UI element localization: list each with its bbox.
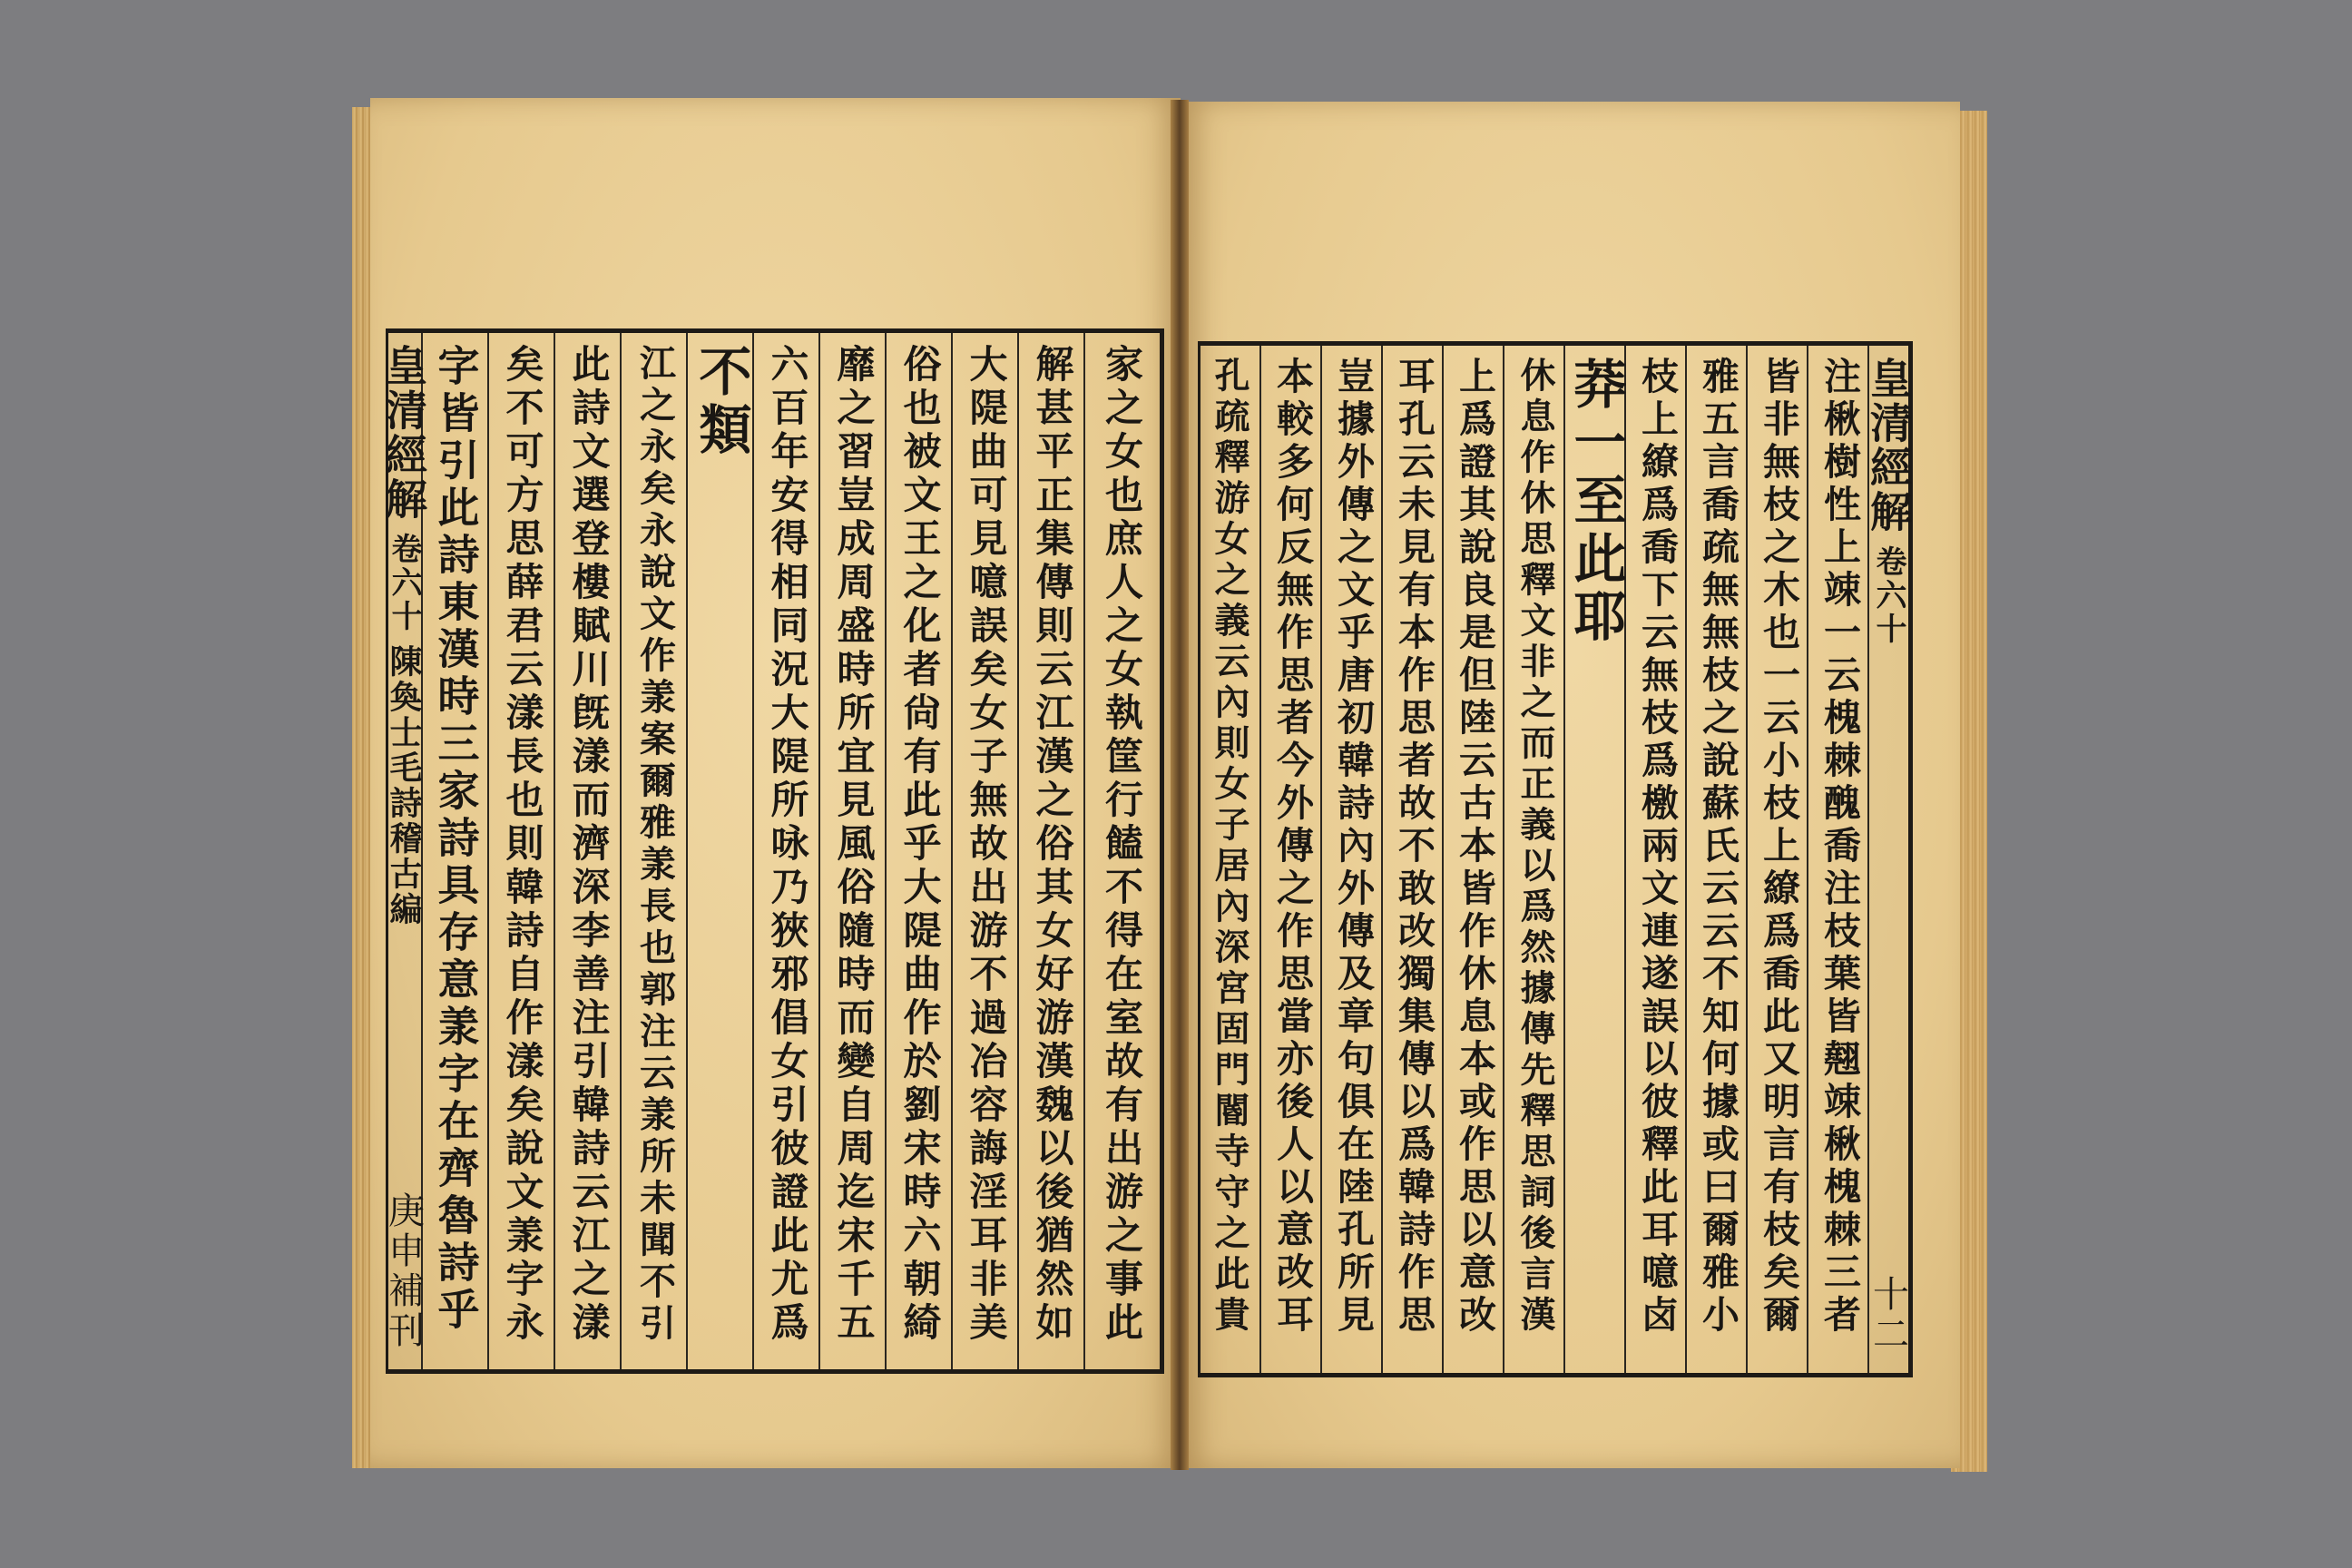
column-text: 本較多何反無作思者今外傳之作思當亦後人以意改耳 (1270, 357, 1314, 1338)
text-column (818, 333, 887, 1369)
column-text: 六百年安得相同況大隄所咏乃狹邪倡女引彼證此尤爲 (765, 344, 810, 1346)
column-text: 字皆引此詩東漢時三家詩具存意羕字在齊魯詩乎 (431, 344, 481, 1335)
text-column (1381, 346, 1444, 1373)
text-column (686, 333, 754, 1369)
column-text: 大隄曲可見噫誤矣女子無故出游不過冶容誨淫耳非美 (964, 344, 1009, 1346)
column-text: 不類 (690, 344, 752, 460)
text-column (1259, 346, 1322, 1373)
column-text: 豈據外傳之文乎唐初韓詩內外傳及章句俱在陸孔所見 (1331, 357, 1375, 1338)
column-text: 皆非無枝之木也一云小枝上繚爲喬此又明言有枝矣爾 (1757, 357, 1800, 1338)
column-text: 休息作休思釋文非之而正義以爲然據傳先釋思詞後言漢 (1514, 357, 1556, 1337)
column-text: 孔疏釋游女之義云內則女子居內深宮固門閽寺守之此貴 (1209, 357, 1250, 1337)
text-column (951, 333, 1019, 1369)
column-text: 解甚平正集傳則云江漢之俗其女好游漢魏以後猶然如 (1030, 344, 1075, 1346)
text-column (554, 333, 622, 1369)
text-column (1199, 346, 1259, 1373)
volume-number: 卷六十 (1870, 545, 1906, 646)
column-text: 家之女也庶人之女執筐行饁不得在室故有出游之事此 (1100, 344, 1144, 1346)
column-text: 耳孔云未見有本作思者故不敢改獨集傳以爲韓詩作思 (1392, 357, 1436, 1338)
column-text: 枝上繚爲喬下云無枝爲檄兩文連遂誤以彼釋此耳噫卤 (1635, 357, 1679, 1338)
volume-number: 卷六十 (386, 533, 422, 633)
text-column (1685, 346, 1748, 1373)
text-column (885, 333, 953, 1369)
text-column (1624, 346, 1687, 1373)
book-title: 皇清經解 (1864, 357, 1913, 534)
chapter-subtitle: 陳奐士毛詩稽古編 (385, 644, 423, 927)
page-margin-column (1864, 346, 1913, 1373)
text-column (1746, 346, 1808, 1373)
column-text: 靡之習豈成周盛時所宜見風俗隨時而變自周迄宋千五 (831, 344, 877, 1346)
text-column (1083, 333, 1158, 1369)
column-text: 注楸樹性上竦一云槐棘醜喬注枝葉皆翹竦楸槐棘三者 (1818, 357, 1861, 1338)
text-column (620, 333, 688, 1369)
column-text: 此詩文選登樓賦川旣漾而濟深李善注引韓詩云江之漾 (566, 344, 612, 1346)
text-column (1503, 346, 1565, 1373)
folio-number: 十二 (1867, 1275, 1909, 1355)
text-column (752, 333, 820, 1369)
column-text: 雅五言喬疏無無枝之說蘇氏云云不知何據或曰爾雅小 (1696, 357, 1740, 1338)
book-gutter (1171, 100, 1189, 1470)
text-column (487, 333, 555, 1369)
column-text: 江之永矣永說文作羕案爾雅羕長也郭注云羕所未聞不引 (633, 344, 677, 1346)
column-text: 上爲證其說良是但陸云古本皆作休息本或作思以意改 (1453, 357, 1496, 1338)
column-text: 俗也被文王之化者尙有此乎大隄曲作於劉宋時六朝綺 (897, 344, 943, 1346)
book-title: 皇清經解 (379, 344, 428, 522)
text-column (1442, 346, 1504, 1373)
text-column (1320, 346, 1383, 1373)
text-column (1807, 346, 1869, 1373)
reprint-note: 庚申補刊 (382, 1191, 425, 1351)
right-text-frame (1198, 341, 1913, 1377)
text-column (1017, 333, 1085, 1369)
text-column (1563, 346, 1626, 1373)
column-text: 矣不可方思薛君云漾長也則韓詩自作漾矣說文羕字永 (500, 344, 545, 1346)
column-text: 莽一至此耶 (1564, 357, 1627, 647)
page-margin-column (379, 333, 428, 1369)
left-text-frame (379, 328, 1164, 1374)
text-column (421, 333, 489, 1369)
